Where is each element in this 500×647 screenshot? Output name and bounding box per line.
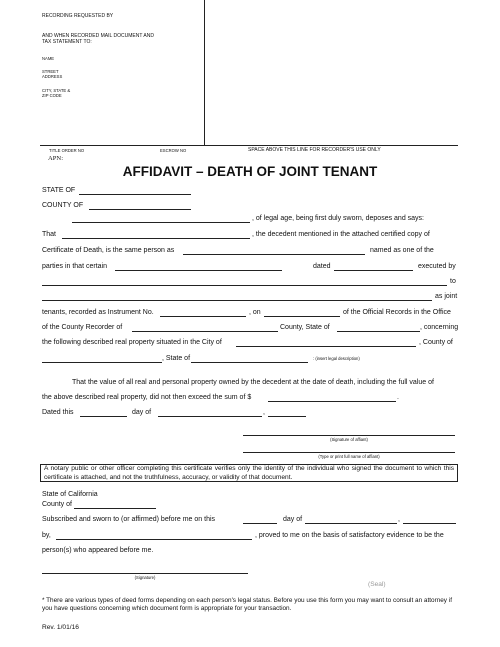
named-as-text: named as one of the bbox=[370, 247, 434, 254]
footer-note: * There are various types of deed forms depending on each person's legal status. Before you use this form you may want to consult an attorney if you have questions concerning which document form is appropriate for your transaction. bbox=[42, 597, 452, 612]
tenants-text: tenants, recorded as Instrument No. bbox=[42, 309, 154, 316]
property-state-field[interactable] bbox=[191, 362, 308, 363]
notary-comma: , bbox=[398, 516, 400, 523]
mail-to-label-2: TAX STATEMENT TO: bbox=[42, 39, 92, 45]
dated-month-field[interactable] bbox=[158, 416, 262, 417]
real-property-text: the following described real property situated in the City of bbox=[42, 339, 222, 346]
notary-day-of-label: day of bbox=[283, 516, 303, 523]
value-sum-field[interactable] bbox=[268, 401, 396, 402]
dated-comma: , bbox=[263, 409, 265, 416]
street-label-2: ADDRESS bbox=[42, 74, 63, 79]
subscribed-day-field[interactable] bbox=[243, 523, 277, 524]
seal-label: (Seal) bbox=[368, 581, 386, 588]
city-field[interactable] bbox=[236, 346, 416, 347]
dated-day-field[interactable] bbox=[80, 416, 127, 417]
notary-county-field[interactable] bbox=[74, 508, 156, 509]
to-label: to bbox=[450, 278, 456, 285]
subscribed-year-field[interactable] bbox=[403, 523, 456, 524]
affiant-name-caption: (Type or print full name of affiant) bbox=[318, 454, 380, 459]
city-label-2: ZIP CODE bbox=[42, 93, 62, 98]
grantee-field[interactable] bbox=[42, 300, 432, 301]
state-of-label: STATE OF bbox=[42, 187, 76, 194]
as-joint-label: as joint bbox=[435, 293, 458, 300]
affiant-name-field[interactable] bbox=[72, 222, 250, 223]
header-divider-vertical bbox=[204, 0, 205, 145]
dated-field[interactable] bbox=[334, 270, 413, 271]
notary-county-label: County of bbox=[42, 501, 72, 508]
affiant-name-line[interactable] bbox=[243, 452, 455, 453]
city-label-1: CITY, STATE & bbox=[42, 88, 71, 93]
state-of2-text: , State of bbox=[162, 355, 191, 362]
on-label: , on bbox=[249, 309, 261, 316]
subscribed-month-field[interactable] bbox=[305, 523, 397, 524]
street-label-1: STREET bbox=[42, 69, 59, 74]
persons-text: person(s) who appeared before me. bbox=[42, 547, 154, 554]
recording-requested-label: RECORDING REQUESTED BY bbox=[42, 13, 114, 19]
instrument-no-field[interactable] bbox=[160, 316, 246, 317]
affiant-signature-caption: (Signature of affiant) bbox=[330, 437, 368, 442]
county-of2-text: , County of bbox=[419, 339, 453, 346]
notary-signature-line[interactable] bbox=[42, 573, 248, 574]
recorded-on-field[interactable] bbox=[264, 316, 340, 317]
same-person-field[interactable] bbox=[183, 254, 365, 255]
proved-text: , proved to me on the basis of satisfactory evidence to be the bbox=[255, 532, 444, 539]
notary-disclaimer-box: A notary public or other officer completing this certificate verifies only the identity of the individual who signed the document to which this certificate is attached, and not the truthfulness, accuracy, or validity of that document. bbox=[40, 464, 458, 482]
that-label: That bbox=[42, 231, 57, 238]
recorder-note: SPACE ABOVE THIS LINE FOR RECORDER'S USE ONLY bbox=[248, 147, 381, 153]
recorder-line bbox=[40, 145, 458, 146]
county-of-field[interactable] bbox=[89, 209, 191, 210]
recorder-state-field[interactable] bbox=[337, 331, 420, 332]
dated-year-field[interactable] bbox=[268, 416, 306, 417]
instrument-type-field[interactable] bbox=[115, 270, 282, 271]
recorder-county-field[interactable] bbox=[132, 331, 278, 332]
county-of-label: COUNTY OF bbox=[42, 202, 84, 209]
apn-label: APN: bbox=[48, 155, 64, 162]
notary-by-field[interactable] bbox=[56, 539, 252, 540]
legal-age-text: , of legal age, being first duly sworn, deposes and says: bbox=[252, 215, 424, 222]
notary-signature-caption: (Signature) bbox=[134, 575, 156, 580]
document-title: AFFIDAVIT – DEATH OF JOINT TENANT bbox=[122, 164, 378, 179]
state-of-field[interactable] bbox=[79, 194, 191, 195]
value-paragraph-line1: That the value of all real and personal property owned by the decedent at the date of death, including the full value of bbox=[72, 379, 434, 386]
county-recorder-text: of the County Recorder of bbox=[42, 324, 123, 331]
insert-legal-text: : (insert legal description) bbox=[313, 356, 360, 361]
parties-text: parties in that certain bbox=[42, 263, 107, 270]
county-state-text: County, State of bbox=[280, 324, 330, 331]
state-california-label: State of California bbox=[42, 491, 98, 498]
revision-label: Rev. 1/01/16 bbox=[42, 624, 79, 631]
mail-to-label-1: AND WHEN RECORDED MAIL DOCUMENT AND bbox=[42, 33, 154, 39]
title-order-label: TITLE ORDER NO bbox=[49, 148, 85, 153]
dated-this-label: Dated this bbox=[42, 409, 74, 416]
by-label: by, bbox=[42, 532, 51, 539]
value-paragraph-line2: the above described real property, did not then exceed the sum of $ bbox=[42, 394, 252, 401]
decedent-text: , the decedent mentioned in the attached certified copy of bbox=[252, 231, 430, 238]
dated-label: dated bbox=[313, 263, 331, 270]
day-of-label: day of bbox=[132, 409, 152, 416]
decedent-name-field[interactable] bbox=[62, 238, 250, 239]
executed-by-field[interactable] bbox=[42, 285, 447, 286]
name-label: NAME bbox=[42, 56, 55, 61]
official-records-text: of the Official Records in the Office bbox=[343, 309, 451, 316]
value-period: . bbox=[397, 394, 399, 401]
escrow-label: ESCROW NO bbox=[160, 148, 187, 153]
subscribed-text: Subscribed and sworn to (or affirmed) before me on this bbox=[42, 516, 216, 523]
concerning-text: , concerning bbox=[420, 324, 459, 331]
property-county-field[interactable] bbox=[42, 362, 162, 363]
executed-by-label: executed by bbox=[418, 263, 456, 270]
affiant-signature-line[interactable] bbox=[243, 435, 455, 436]
certificate-text: Certificate of Death, is the same person as bbox=[42, 247, 175, 254]
